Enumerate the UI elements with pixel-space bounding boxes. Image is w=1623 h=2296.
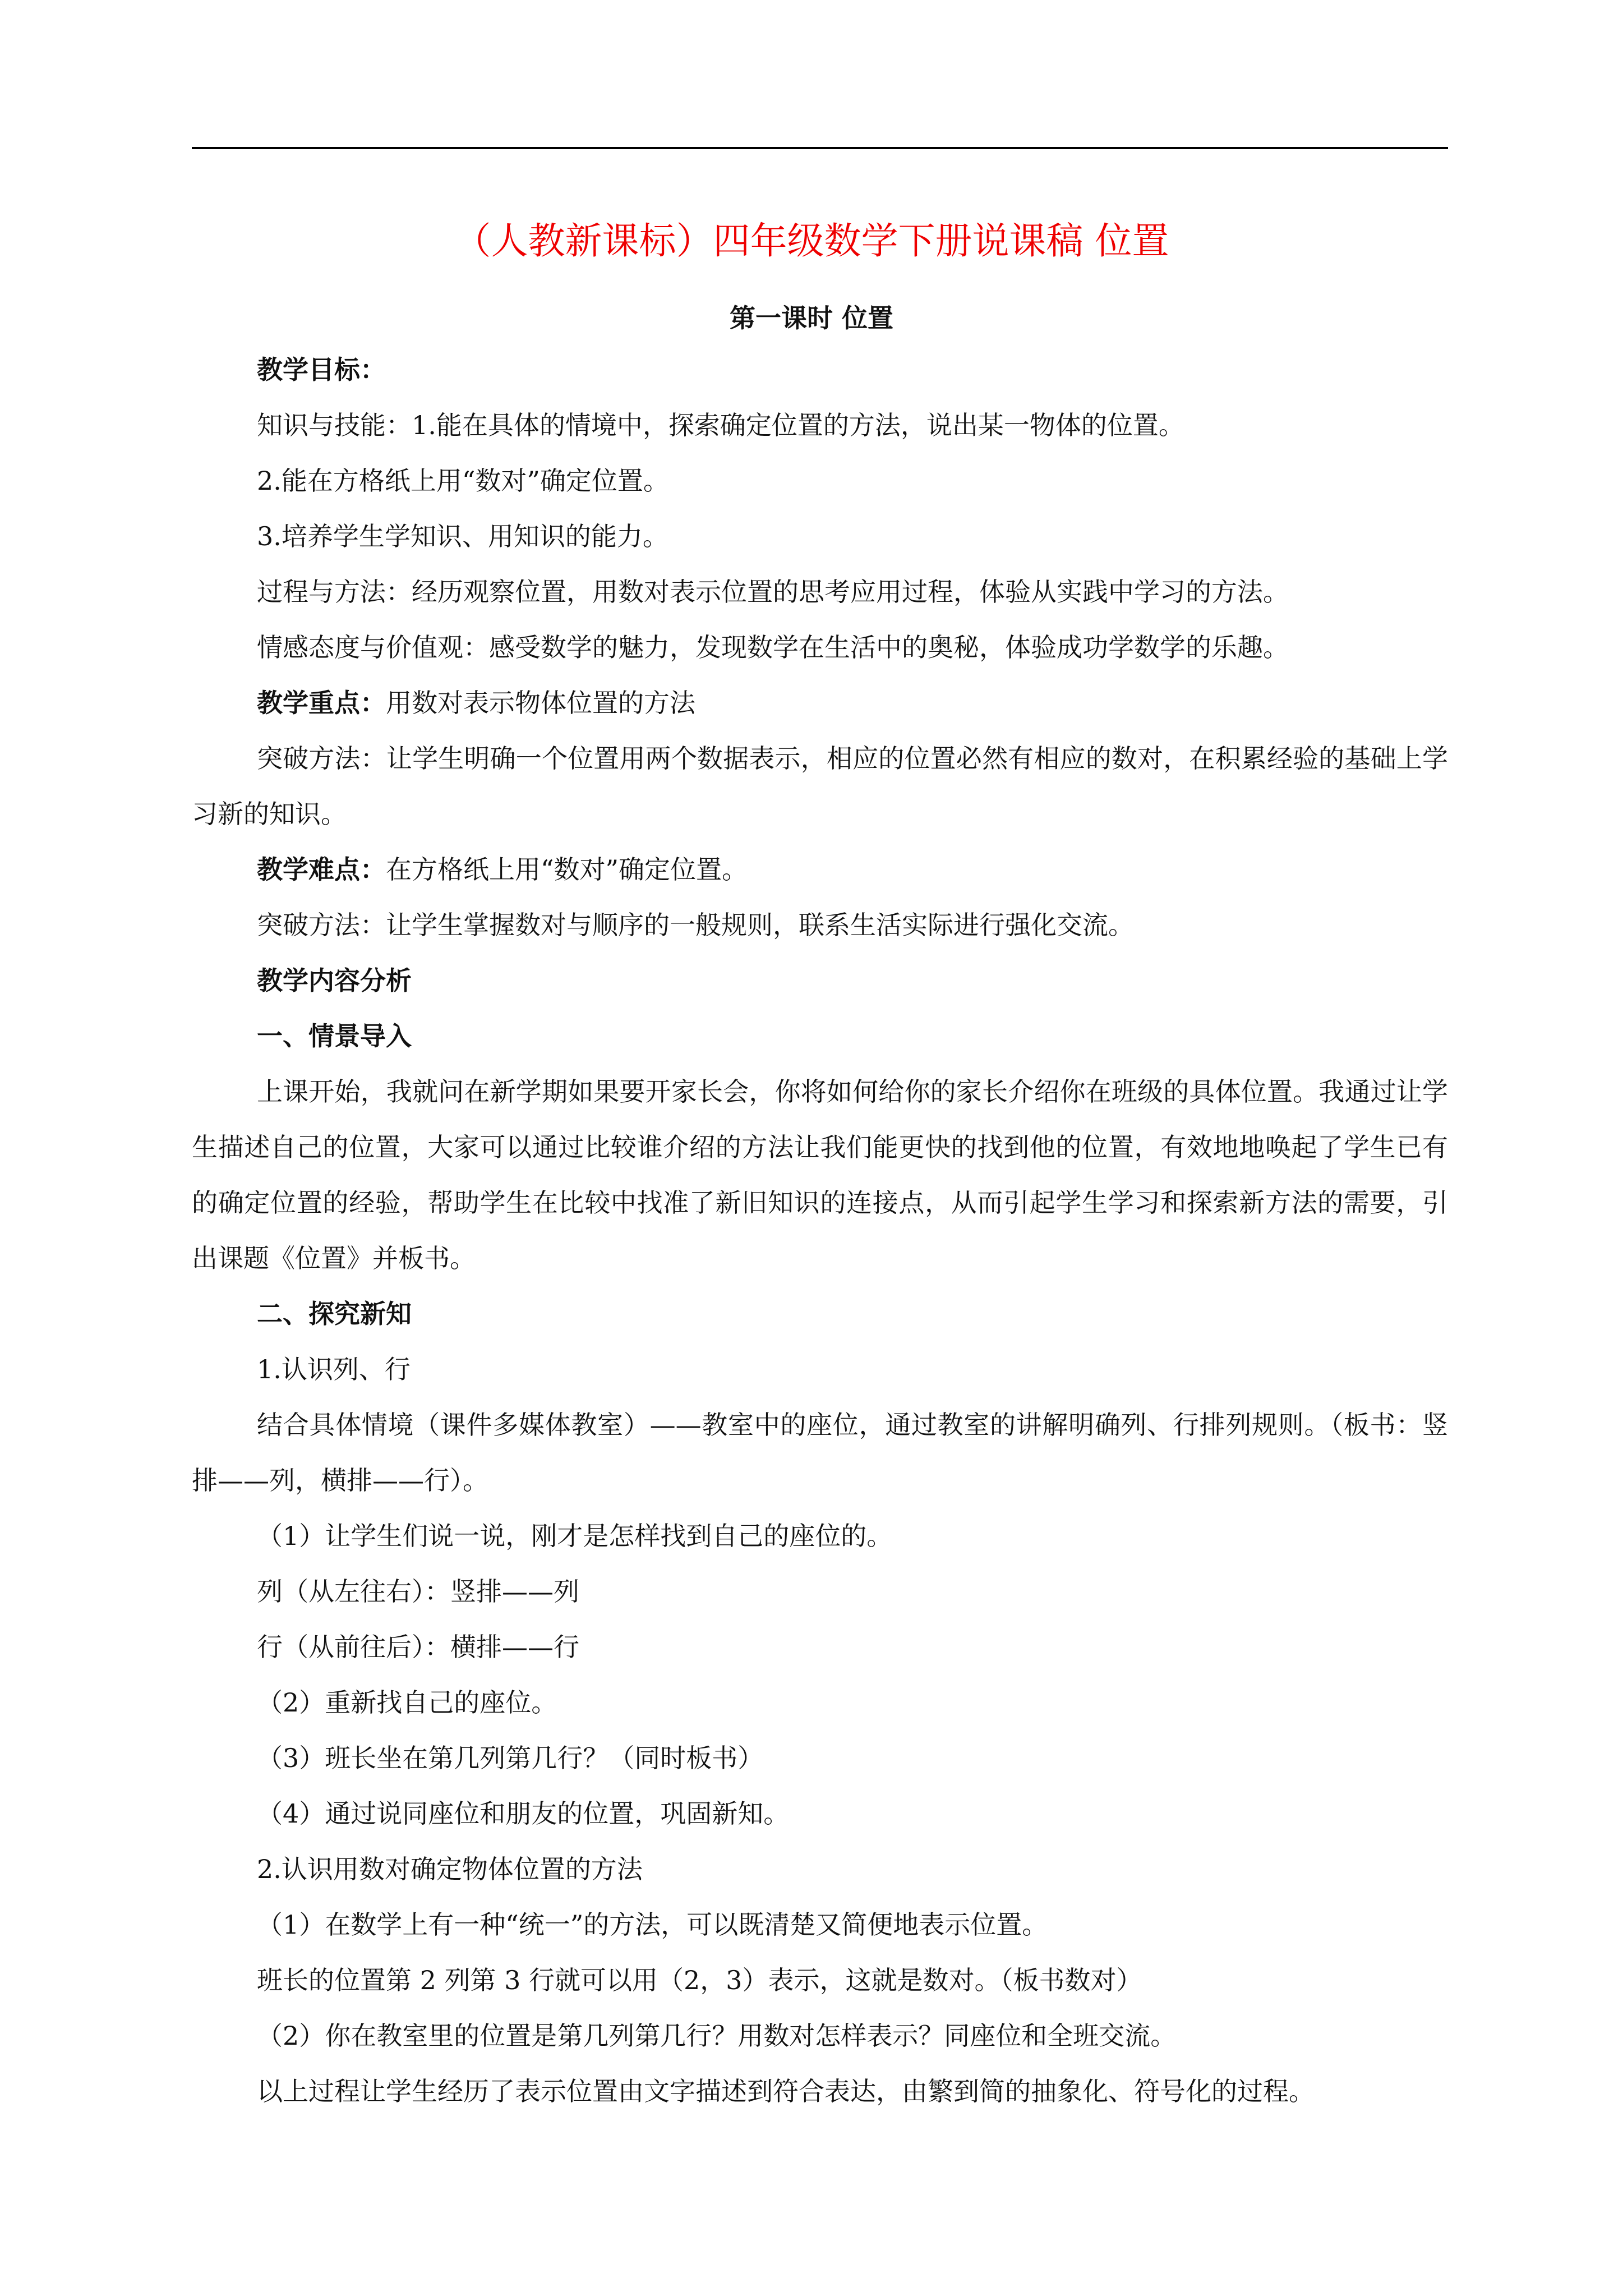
paragraph: （2）重新找自己的座位。 bbox=[257, 1687, 557, 1718]
section-heading-intro: 一、情景导入 bbox=[257, 1021, 412, 1051]
paragraph: 1.认识列、行 bbox=[257, 1354, 411, 1384]
paragraph: 2.认识用数对确定物体位置的方法 bbox=[257, 1854, 643, 1884]
paragraph: 过程与方法：经历观察位置，用数对表示位置的思考应用过程，体验从实践中学习的方法。 bbox=[257, 577, 1289, 607]
paragraph: 突破方法：让学生明确一个位置用两个数据表示，相应的位置必然有相应的数对，在积累经验的基础上学习新的知识。 bbox=[192, 743, 1448, 829]
paragraph: （2）你在教室里的位置是第几列第几行？用数对怎样表示？同座位和全班交流。 bbox=[257, 2021, 1177, 2051]
section-heading-explore: 二、探究新知 bbox=[257, 1299, 412, 1329]
paragraph: 上课开始，我就问在新学期如果要开家长会，你将如何给你的家长介绍你在班级的具体位置。我通过让学生描述自己的位置，大家可以通过比较谁介绍的方法让我们能更快的找到他的位置，有效地地唤起了学生已有的确定位置的经验，帮助学生在比较中找准了新旧知识的连接点，从而引起学生学习和探索新方法的需要，引出课题《位置》并板书。 bbox=[192, 1076, 1448, 1273]
paragraph: 情感态度与价值观：感受数学的魅力，发现数学在生活中的奥秘，体验成功学数学的乐趣。 bbox=[257, 632, 1289, 662]
key-point-text: 用数对表示物体位置的方法 bbox=[386, 688, 695, 718]
paragraph: 3.培养学生学知识、用知识的能力。 bbox=[257, 521, 668, 551]
paragraph: （3）班长坐在第几列第几行？（同时板书） bbox=[257, 1743, 764, 1773]
difficulty-paragraph bbox=[192, 842, 1448, 898]
section-heading-analysis: 教学内容分析 bbox=[257, 965, 412, 996]
key-point-paragraph bbox=[192, 675, 1448, 731]
paragraph: （1）让学生们说一说，刚才是怎样找到自己的座位的。 bbox=[257, 1521, 893, 1551]
key-point-label: 教学重点： bbox=[257, 688, 386, 718]
section-heading-objectives: 教学目标： bbox=[257, 355, 386, 385]
paragraph: 2.能在方格纸上用“数对”确定位置。 bbox=[257, 466, 669, 496]
paragraph: 班长的位置第 2 列第 3 行就可以用（2，3）表示，这就是数对。（板书数对） bbox=[257, 1965, 1142, 1995]
paragraph: 以上过程让学生经历了表示位置由文字描述到符合表达，由繁到简的抽象化、符号化的过程。 bbox=[257, 2076, 1315, 2106]
paragraph: 行（从前往后）：横排——行 bbox=[257, 1632, 579, 1662]
paragraph: 突破方法：让学生掌握数对与顺序的一般规则，联系生活实际进行强化交流。 bbox=[257, 910, 1134, 940]
paragraph: 列（从左往右）：竖排——列 bbox=[257, 1576, 579, 1607]
document-body bbox=[192, 342, 1448, 2119]
paragraph: 结合具体情境（课件多媒体教室）——教室中的座位，通过教室的讲解明确列、行排列规则。（板书：竖排——列，横排——行）。 bbox=[192, 1410, 1448, 1496]
difficulty-text: 在方格纸上用“数对”确定位置。 bbox=[386, 854, 748, 885]
document-title: （人教新课标）四年级数学下册说课稿 位置 bbox=[454, 219, 1169, 263]
difficulty-label: 教学难点： bbox=[257, 854, 386, 885]
header-rule bbox=[192, 147, 1448, 149]
document-subtitle: 第一课时 位置 bbox=[729, 303, 893, 333]
paragraph: 知识与技能：1.能在具体的情境中，探索确定位置的方法，说出某一物体的位置。 bbox=[257, 410, 1184, 440]
paragraph: （1）在数学上有一种“统一”的方法，可以既清楚又简便地表示位置。 bbox=[257, 1910, 1048, 1940]
paragraph: （4）通过说同座位和朋友的位置，巩固新知。 bbox=[257, 1798, 790, 1829]
